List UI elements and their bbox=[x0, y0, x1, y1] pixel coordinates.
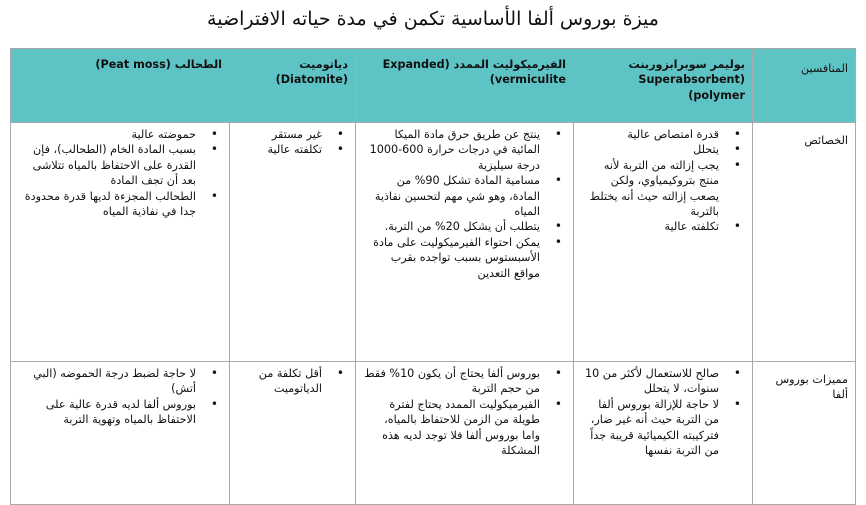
bullet-list bbox=[363, 366, 566, 458]
cell-vermiculite-properties bbox=[356, 123, 574, 362]
header-peat-moss: الطحالب (Peat moss) bbox=[11, 49, 230, 123]
row-label-properties: الخصائص bbox=[753, 123, 856, 362]
bullet-list bbox=[237, 366, 348, 397]
cell-polymer-benefits bbox=[574, 362, 753, 505]
header-expanded-vermiculite: الفيرميكوليت الممدد (Expanded vermiculite) bbox=[356, 49, 574, 123]
table-row-poros-alpha-benefits bbox=[11, 362, 856, 505]
cell-peat-moss-benefits bbox=[11, 362, 230, 505]
cell-polymer-properties bbox=[574, 123, 753, 362]
list-item: • يتحلل bbox=[581, 142, 719, 157]
list-item: • بوروس ألفا يحتاج أن يكون 10% فقط من حجم التربة bbox=[363, 366, 540, 397]
header-superabsorbent-polymer: بوليمر سوبرابزوربنت (Superabsorbent polymer) bbox=[574, 49, 753, 123]
list-item: • يتطلب أن يشكل 20% من التربة. bbox=[363, 219, 540, 234]
table-row-properties bbox=[11, 123, 856, 362]
list-item: • بسبب المادة الخام (الطحالب)، فإن القدرة على الاحتفاظ بالمياه تتلاشى بعد أن تجف المادة bbox=[18, 142, 196, 188]
list-item: • الفيرميكوليت الممدد يحتاج لفترة طويلة من الزمن للاحتفاظ بالمياه، واما بوروس ألفا فلا توجد لديه هذه المشكلة bbox=[363, 397, 540, 459]
cell-diatomite-benefits bbox=[230, 362, 356, 505]
list-item: • لا حاجة للإزالة بوروس ألفا من التربة حيث أنه غير ضار، فتركيبته الكيميائية قريبة جداً من التربة نفسها bbox=[581, 397, 719, 459]
list-item: • تكلفته عالية bbox=[581, 219, 719, 234]
row-label-poros-alpha-benefits: مميزات بوروس ألفا bbox=[753, 362, 856, 505]
list-item: • غير مستقر bbox=[237, 127, 322, 142]
page-title: ميزة بوروس ألفا الأساسية تكمن في مدة حياته الافتراضية bbox=[207, 8, 659, 30]
comparison-table bbox=[10, 48, 856, 505]
cell-diatomite-properties bbox=[230, 123, 356, 362]
bullet-list bbox=[363, 127, 566, 281]
list-item: • قدرة امتصاص عالية bbox=[581, 127, 719, 142]
bullet-list bbox=[18, 127, 222, 219]
list-item: • يمكن احتواء الفيرميكوليت على مادة الأسبستوس بسبب تواجده بقرب مواقع التعدين bbox=[363, 235, 540, 281]
bullet-list bbox=[581, 366, 745, 458]
bullet-list bbox=[18, 366, 222, 428]
bullet-list bbox=[237, 127, 348, 158]
list-item: • ينتج عن طريق حرق مادة الميكا المائية في درجات حرارة 600-1000 درجة سيليزية bbox=[363, 127, 540, 173]
list-item: • حموضته عالية bbox=[18, 127, 196, 142]
cell-vermiculite-benefits bbox=[356, 362, 574, 505]
list-item: • صالح للاستعمال لأكثر من 10 سنوات، لا يتحلل bbox=[581, 366, 719, 397]
list-item: • يجب إزالته من التربة لأنه منتج بتروكيمياوي، ولكن يصعب إزالته حيث أنه يختلط بالتربة bbox=[581, 158, 719, 220]
bullet-list bbox=[581, 127, 745, 235]
list-item: • بوروس ألفا لديه قدرة عالية على الاحتفاظ بالمياه وتهوية التربة bbox=[18, 397, 196, 428]
list-item: • مسامية المادة تشكل 90% من المادة، وهو شي مهم لتحسين نفاذية المياه bbox=[363, 173, 540, 219]
cell-peat-moss-properties bbox=[11, 123, 230, 362]
list-item: • لا حاجة لضبط درجة الحموضه (البي أتش) bbox=[18, 366, 196, 397]
list-item: • تكلفته عالية bbox=[237, 142, 322, 157]
header-competitors: المنافسين bbox=[753, 49, 856, 123]
header-diatomite: دياتوميت (Diatomite) bbox=[230, 49, 356, 123]
list-item: • أقل تكلفة من الدياتوميت bbox=[237, 366, 322, 397]
list-item: • الطحالب المجزءة لديها قدرة محدودة جدا في نفاذية المياه bbox=[18, 189, 196, 220]
header-row bbox=[11, 49, 856, 123]
